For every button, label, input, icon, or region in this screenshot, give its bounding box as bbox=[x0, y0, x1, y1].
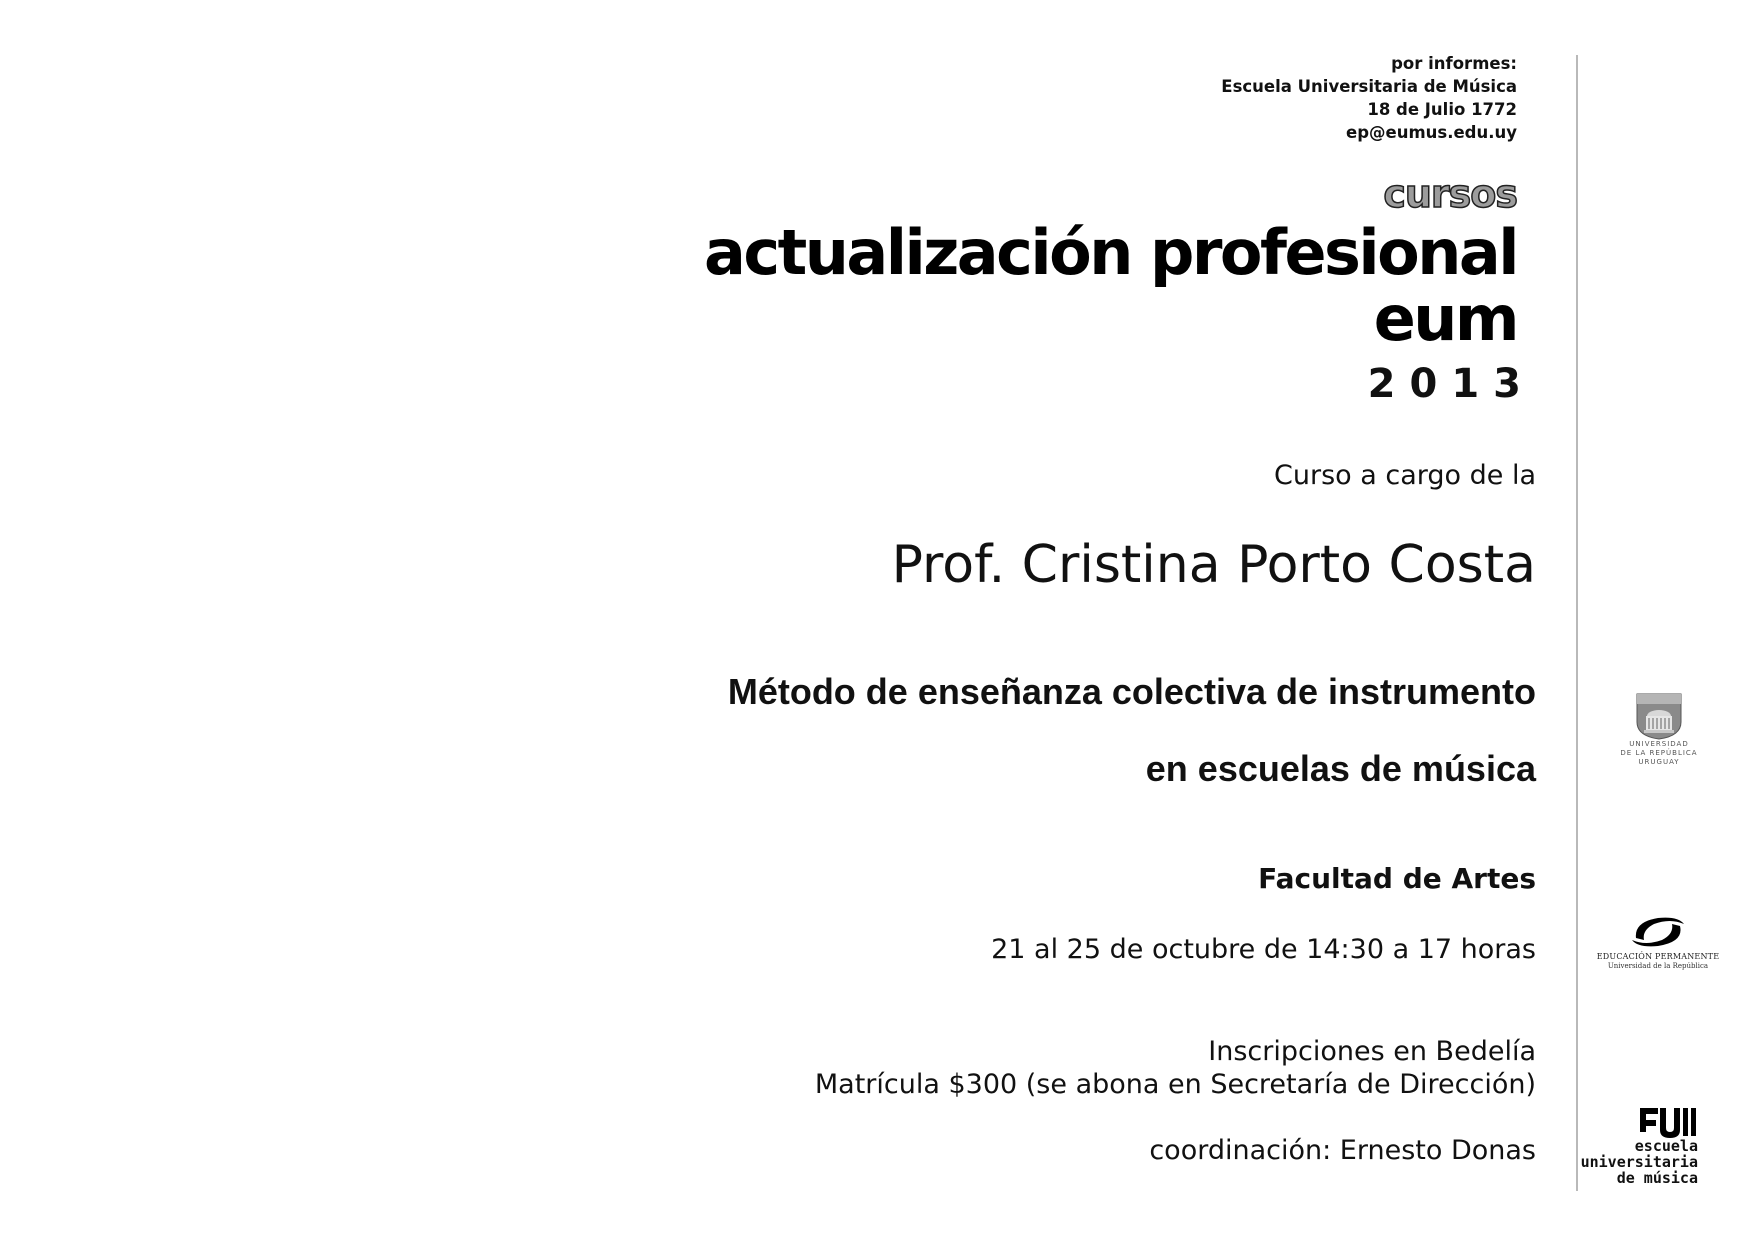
educacion-permanente-swirl-icon bbox=[1626, 912, 1690, 952]
course-title-line1: Método de enseñanza colectiva de instrumento bbox=[727, 671, 1536, 712]
contact-info bbox=[1221, 52, 1517, 144]
banner-headline-line1: actualización profesional bbox=[703, 216, 1517, 289]
course-schedule: 21 al 25 de octubre de 14:30 a 17 horas bbox=[991, 934, 1536, 965]
udelar-logo bbox=[1614, 692, 1704, 767]
ep-caption-line2: Universidad de la República bbox=[1607, 962, 1709, 970]
eum-caption-line2: universitaria bbox=[1580, 1153, 1698, 1171]
course-venue: Facultad de Artes bbox=[1258, 862, 1536, 895]
banner-kicker: cursos bbox=[1383, 172, 1517, 216]
course-coordination: coordinación: Ernesto Donas bbox=[1149, 1135, 1536, 1166]
course-registration: Inscripciones en Bedelía bbox=[1208, 1036, 1536, 1067]
eum-monogram-icon bbox=[1638, 1104, 1698, 1138]
ep-caption-line1: EDUCACIÓN PERMANENTE bbox=[1596, 952, 1720, 961]
contact-address: 18 de Julio 1772 bbox=[1367, 100, 1517, 119]
contact-email: ep@eumus.edu.uy bbox=[1346, 123, 1517, 142]
course-fee: Matrícula $300 (se abona en Secretaría de Dirección) bbox=[814, 1069, 1536, 1100]
eum-logo bbox=[1581, 1104, 1698, 1186]
eum-caption-line1: escuela bbox=[1634, 1137, 1698, 1155]
udelar-caption-line3: URUGUAY bbox=[1638, 758, 1680, 766]
banner-headline-line2: eum bbox=[1373, 282, 1517, 355]
educacion-permanente-logo bbox=[1592, 912, 1724, 971]
eum-caption-line3: de música bbox=[1616, 1169, 1698, 1187]
udelar-caption-line1: UNIVERSIDAD bbox=[1629, 740, 1689, 748]
university-shield-icon bbox=[1635, 692, 1683, 740]
banner-year: 2013 bbox=[1367, 361, 1535, 407]
contact-institution: Escuela Universitaria de Música bbox=[1221, 77, 1517, 96]
udelar-caption-line2: DE LA REPÚBLICA bbox=[1620, 749, 1698, 757]
course-presenter: Prof. Cristina Porto Costa bbox=[891, 535, 1536, 595]
course-title-line2: en escuelas de música bbox=[1145, 748, 1536, 789]
course-subtitle: Curso a cargo de la bbox=[1274, 460, 1536, 491]
contact-heading: por informes: bbox=[1391, 54, 1517, 73]
vertical-divider bbox=[1576, 55, 1578, 1191]
